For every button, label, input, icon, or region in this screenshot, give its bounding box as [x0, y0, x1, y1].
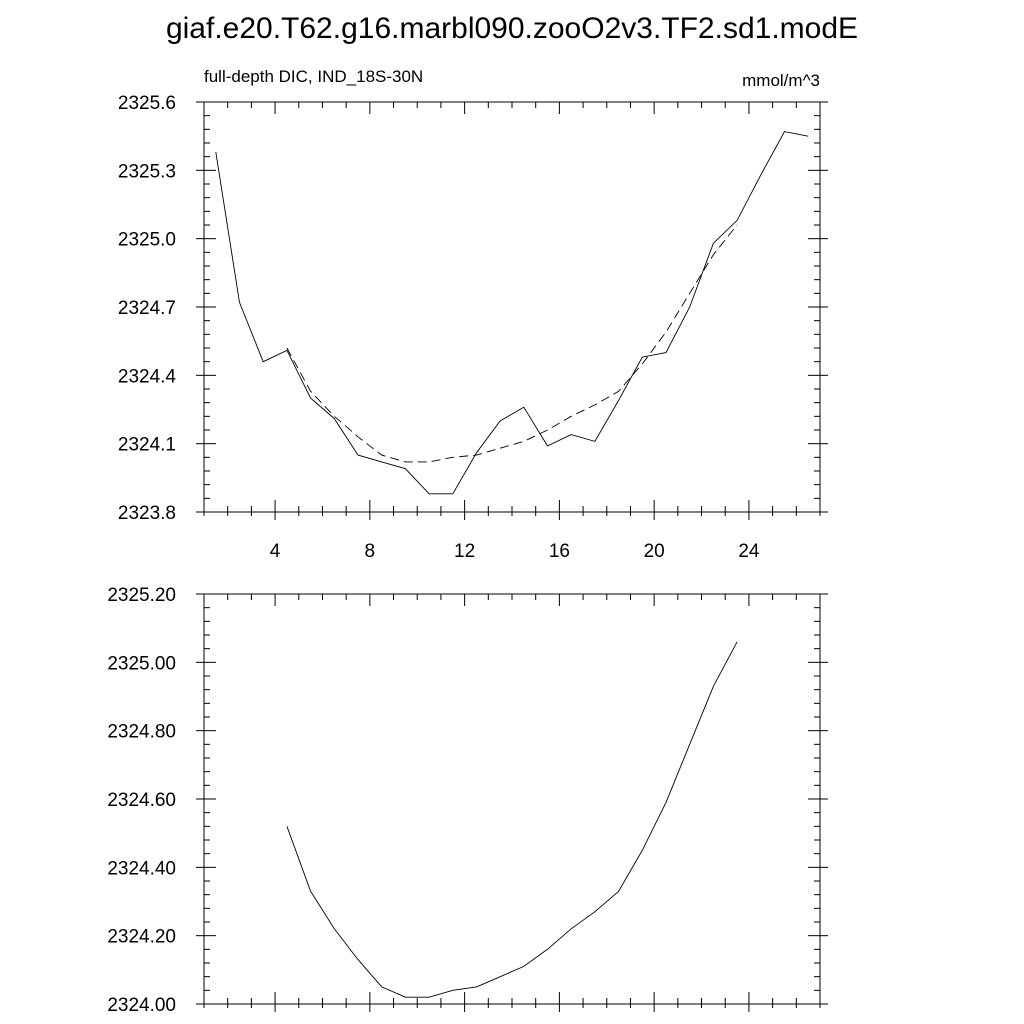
- x-tick-label: 24: [738, 541, 760, 562]
- y-tick-label: 2325.0: [117, 229, 176, 251]
- x-tick-label: 4: [269, 541, 281, 562]
- x-tick-label: 8: [364, 541, 376, 562]
- series-line-solid: [287, 642, 737, 997]
- chart-panel-bottom: [107, 585, 828, 1016]
- y-tick-label: 2324.40: [107, 858, 176, 880]
- y-tick-label: 2323.8: [117, 503, 176, 524]
- y-tick-label: 2324.4: [117, 366, 176, 388]
- y-tick-label: 2325.6: [117, 93, 176, 114]
- figure-title: giaf.e20.T62.g16.marbl090.zooO2v3.TF2.sd1.modE: [165, 12, 859, 45]
- y-tick-label: 2324.7: [117, 298, 176, 319]
- y-tick-label: 2325.00: [107, 653, 176, 675]
- plot-frame: [204, 594, 820, 1004]
- x-tick-label: 20: [643, 541, 665, 562]
- y-tick-label: 2325.20: [107, 585, 176, 606]
- y-tick-label: 2325.3: [117, 161, 176, 183]
- panel1-subtitle-left: full-depth DIC, IND_18S-30N: [204, 67, 424, 86]
- x-tick-label: 16: [548, 541, 570, 562]
- chart-panel-top: [118, 93, 828, 562]
- y-tick-label: 2324.20: [107, 926, 176, 948]
- y-tick-label: 2324.1: [117, 434, 176, 456]
- x-tick-label: 12: [454, 541, 476, 562]
- series-line-dashed: [287, 225, 737, 462]
- series-line-solid: [216, 132, 808, 494]
- y-tick-label: 2324.60: [107, 790, 176, 811]
- plot-frame: [204, 102, 820, 512]
- y-tick-label: 2324.80: [107, 721, 176, 743]
- panel1-units: mmol/m^3: [742, 71, 820, 90]
- y-tick-label: 2324.00: [107, 995, 176, 1016]
